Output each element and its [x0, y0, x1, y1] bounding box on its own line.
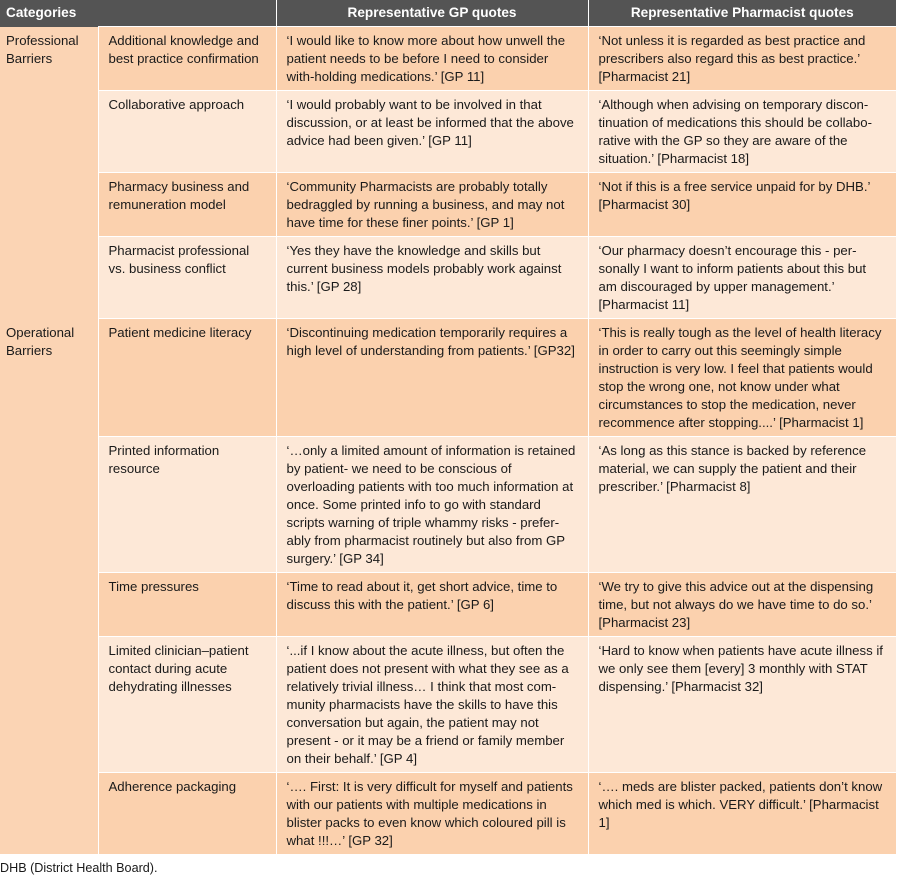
subcategory-cell: Pharmacy business and remuneration model [98, 173, 276, 237]
table-footnote: DHB (District Health Board). [0, 861, 158, 875]
pharmacist-quote-cell: ‘Our pharmacy doesn’t encourage this - per-sonally I want to inform patients about this but am discouraged by upper management.’ [Pharmacist 11] [588, 237, 896, 319]
gp-quote-cell: ‘Time to read about it, get short advice, time to discuss this with the patient.’ [GP 6] [276, 573, 588, 637]
table-row [0, 573, 896, 637]
header-categories: Categories [0, 0, 276, 27]
header-gp-quotes: Representative GP quotes [276, 0, 588, 27]
table-row [0, 91, 896, 173]
subcategory-cell: Collaborative approach [98, 91, 276, 173]
table-row [0, 237, 896, 319]
pharmacist-quote-cell: ‘This is really tough as the level of health literacy in order to carry out this seemingly simple instruction is very low. I feel that patients would stop the wrong one, not know under what circumstances to stop the medication, never recommence after stopping....’ [Pharmacist 1] [588, 319, 896, 437]
subcategory-cell: Time pressures [98, 573, 276, 637]
gp-quote-cell: ‘…. First: It is very difficult for myself and patients with our patients with multiple medications in blister packs to even know which coloured pill is what !!!…’ [GP 32] [276, 773, 588, 855]
header-row [0, 0, 896, 27]
category-operational-barriers: Operational Barriers [0, 319, 98, 855]
table-row [0, 319, 896, 437]
table-row [0, 173, 896, 237]
header-pharmacist-quotes: Representative Pharmacist quotes [588, 0, 896, 27]
gp-quote-cell: ‘Yes they have the knowledge and skills but current business models probably work against this.’ [GP 28] [276, 237, 588, 319]
pharmacist-quote-cell: ‘As long as this stance is backed by reference material, we can supply the patient and their prescriber.’ [Pharmacist 8] [588, 437, 896, 573]
table-row [0, 27, 896, 91]
gp-quote-cell: ‘I would like to know more about how unwell the patient needs to be before I need to consider with-holding medications.’ [GP 11] [276, 27, 588, 91]
table-row [0, 773, 896, 855]
pharmacist-quote-cell: ‘Not unless it is regarded as best practice and prescribers also regard this as best practice.’ [Pharmacist 21] [588, 27, 896, 91]
subcategory-cell: Limited clinician–patient contact during acute dehydrating illnesses [98, 637, 276, 773]
gp-quote-cell: ‘...if I know about the acute illness, but often the patient does not present with what they see as a relatively trivial illness… I think that most com-munity pharmacists have the skills to have this conversation but again, the patient may not present - or it may be a friend or family member on their behalf.’ [GP 4] [276, 637, 588, 773]
gp-quote-cell: ‘Community Pharmacists are probably totally bedraggled by running a business, and may not have time for these finer points.’ [GP 1] [276, 173, 588, 237]
gp-quote-cell: ‘Discontinuing medication temporarily requires a high level of understanding from patients.’ [GP32] [276, 319, 588, 437]
pharmacist-quote-cell: ‘We try to give this advice out at the dispensing time, but not always do we have time to do so.’ [Pharmacist 23] [588, 573, 896, 637]
subcategory-cell: Patient medicine literacy [98, 319, 276, 437]
gp-quote-cell: ‘I would probably want to be involved in that discussion, or at least be informed that the above advice had been given.’ [GP 11] [276, 91, 588, 173]
pharmacist-quote-cell: ‘Hard to know when patients have acute illness if we only see them [every] 3 monthly with STAT dispensing.’ [Pharmacist 32] [588, 637, 896, 773]
table-row [0, 637, 896, 773]
category-professional-barriers: Professional Barriers [0, 27, 98, 319]
pharmacist-quote-cell: ‘…. meds are blister packed, patients don’t know which med is which. VERY difficult.’ [Pharmacist 1] [588, 773, 896, 855]
subcategory-cell: Additional knowledge and best practice confirmation [98, 27, 276, 91]
gp-quote-cell: ‘…only a limited amount of information is retained by patient- we need to be conscious of overloading patients with too much information at once. Some printed info to go with standard scripts warning of triple whammy risks - prefer-ably from pharmacist routinely but also from GP surgery.’ [GP 34] [276, 437, 588, 573]
table-row [0, 437, 896, 573]
subcategory-cell: Adherence packaging [98, 773, 276, 855]
subcategory-cell: Printed information resource [98, 437, 276, 573]
subcategory-cell: Pharmacist professional vs. business conflict [98, 237, 276, 319]
pharmacist-quote-cell: ‘Not if this is a free service unpaid for by DHB.’ [Pharmacist 30] [588, 173, 896, 237]
pharmacist-quote-cell: ‘Although when advising on temporary discon-tinuation of medications this should be collabo-rative with the GP so they are aware of the situation.’ [Pharmacist 18] [588, 91, 896, 173]
